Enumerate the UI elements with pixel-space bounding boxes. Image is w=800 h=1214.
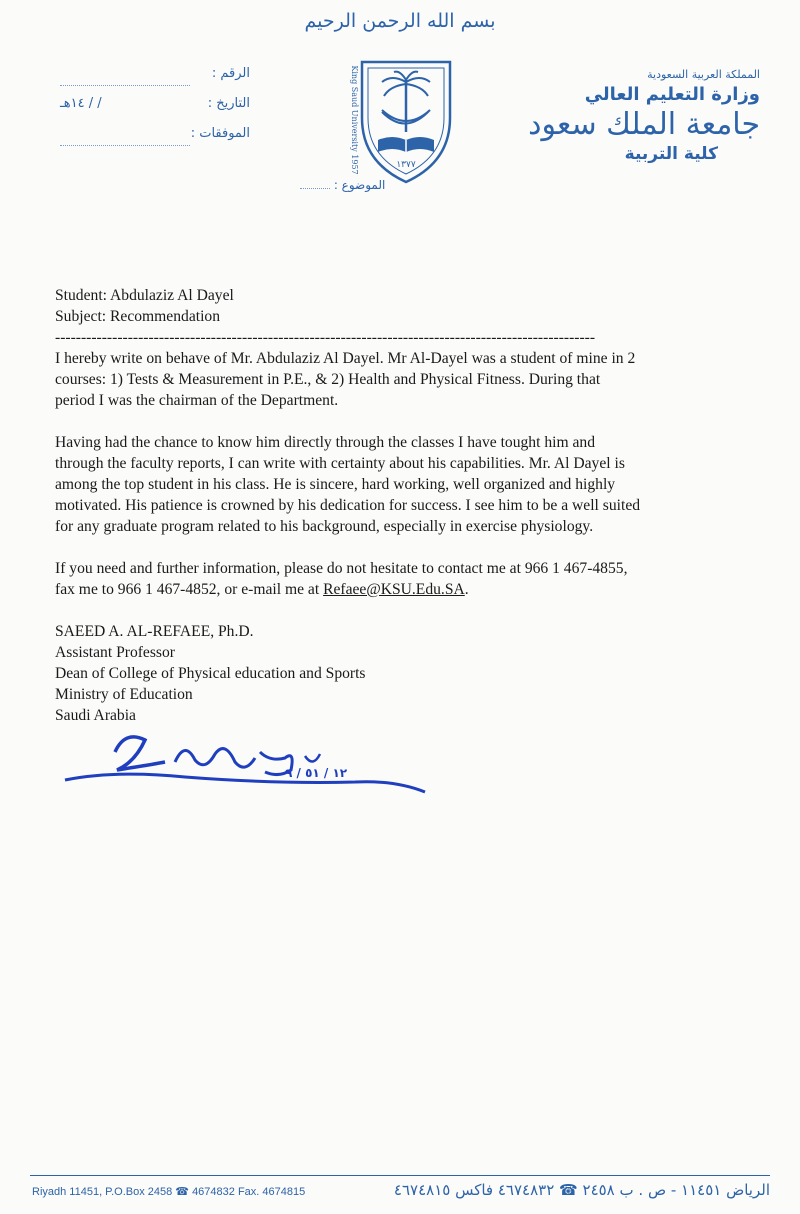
sig-country: Saudi Arabia — [55, 707, 136, 724]
sig-dean: Dean of College of Physical education and Sports — [55, 665, 366, 682]
university-name: جامعة الملك سعود — [528, 107, 760, 142]
paragraph-2-line-2: through the faculty reports, I can write with certainty about his capabilities. Mr. Al Dayel is — [55, 455, 625, 472]
signature-block — [55, 621, 745, 726]
ref-dots — [60, 85, 190, 86]
separator: -------------------------------------------------------------------------------------------------------- — [55, 329, 596, 346]
student-line: Student: Abdulaziz Al Dayel — [55, 287, 234, 304]
paragraph-2-line-1: Having had the chance to know him directly through the classes I have tought him and — [55, 434, 596, 451]
emblem-english: King Saud University 1957 — [350, 65, 359, 175]
contact-end: . — [464, 581, 469, 598]
basmala: بسم الله الرحمن الرحيم — [304, 10, 496, 32]
kingdom-name: المملكة العربية السعودية — [647, 68, 760, 81]
letter-body — [55, 285, 745, 726]
email-link[interactable]: Refaee@KSU.Edu.SA — [323, 581, 465, 598]
date-value: / / ١٤هـ — [60, 96, 102, 111]
paragraph-1-line-1: I hereby write on behave of Mr. Abdulaziz Al Dayel. Mr Al-Dayel was a student of mine in 2 — [55, 350, 636, 367]
handwritten-date: ١٢ / ٥١ / ٩ — [285, 766, 348, 780]
paragraph-2-line-5: for any graduate program related to his background, especially in exercise physiology. — [55, 518, 594, 535]
letterhead-institution — [520, 68, 760, 164]
subject-ar-label: الموضوع : — [333, 178, 386, 192]
emblem-year: ١٣٧٧ — [396, 160, 416, 170]
date-field — [60, 96, 250, 126]
university-emblem — [344, 40, 468, 188]
sig-name: SAEED A. AL-REFAEE, Ph.D. — [55, 623, 254, 640]
sig-ministry: Ministry of Education — [55, 686, 193, 703]
paragraph-1-line-2: courses: 1) Tests & Measurement in P.E., & 2) Health and Physical Fitness. During that — [55, 371, 601, 388]
footer-address-arabic: الرياض ١١٤٥١ - ص . ب ٢٤٥٨ ☎ ٤٦٧٤٨٣٢ فاكس ٤٦٧٤٨١٥ — [393, 1181, 770, 1199]
footer-address-english: Riyadh 11451, P.O.Box 2458 ☎ 4674832 Fax. 4674815 — [32, 1186, 306, 1198]
college-name: كلية التربية — [624, 144, 718, 164]
paragraph-1-line-3: period I was the chairman of the Department. — [55, 392, 339, 409]
paragraph-3-line-1: If you need and further information, please do not hesitate to contact me at 966 1 467-4855, — [55, 560, 628, 577]
paragraph-2-line-3: among the top student in his class. He is sincere, hard working, well organized and highly — [55, 476, 616, 493]
paragraph-3-line-2 — [55, 579, 745, 600]
ref-label: الرقم : — [211, 66, 250, 81]
handwritten-signature — [55, 722, 435, 812]
attachments-field — [60, 126, 250, 156]
paragraph-2-line-4: motivated. His patience is crowned by his dedication for success. I see him to be a well suited — [55, 497, 641, 514]
ref-field — [60, 66, 250, 96]
attachments-dots — [60, 145, 190, 146]
subject-line: Subject: Recommendation — [55, 308, 220, 325]
subject-ar-dots — [300, 188, 330, 189]
footer-rule — [30, 1175, 770, 1176]
letterhead-reference-fields — [60, 66, 250, 156]
contact-fax-text: fax me to 966 1 467-4852, or e-mail me at — [55, 581, 324, 598]
ministry-name: وزارة التعليم العالي — [584, 84, 760, 105]
date-label: التاريخ : — [207, 96, 250, 111]
attachments-label: الموفقات : — [190, 126, 250, 141]
sig-title: Assistant Professor — [55, 644, 175, 661]
